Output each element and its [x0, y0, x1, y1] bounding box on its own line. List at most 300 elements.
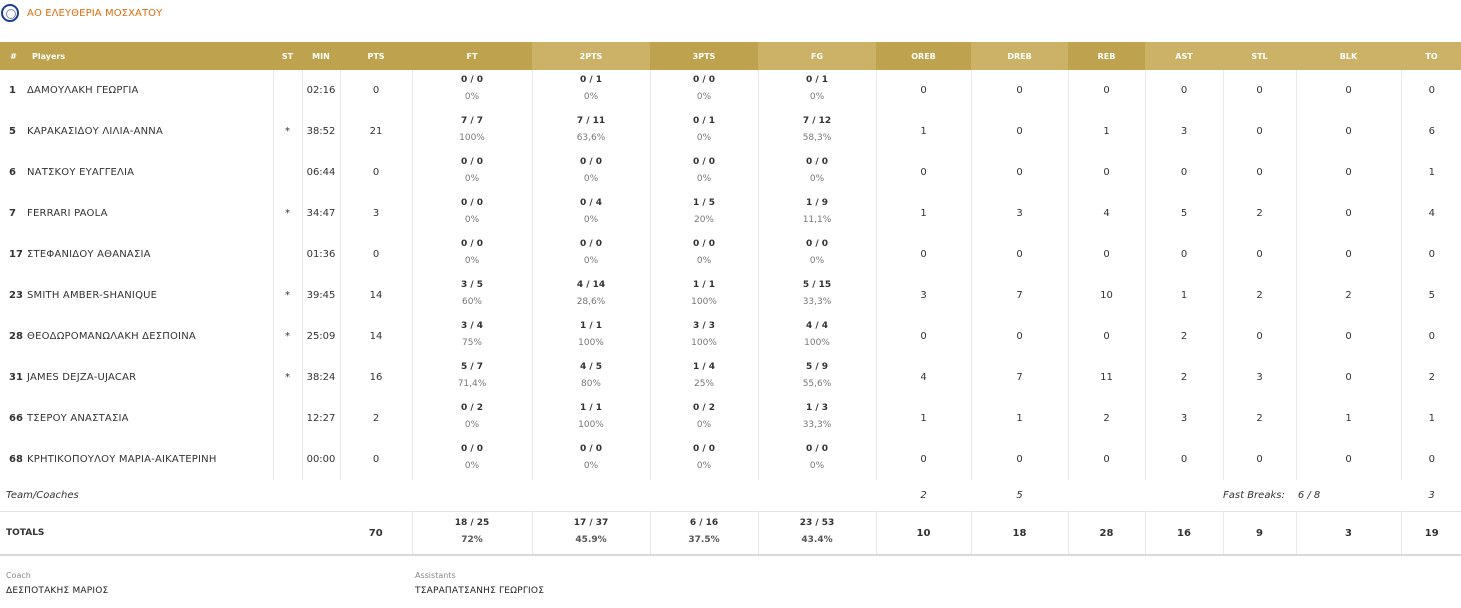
three-pt-cell [650, 193, 758, 234]
to-value: 6 [1428, 126, 1435, 137]
oreb-value: 0 [876, 316, 971, 357]
fg-percentage: 33,3% [802, 420, 832, 430]
totals-dreb: 18 [971, 512, 1068, 556]
assistants-name: ΤΣΑΡΑΠΑΤΣΑΝΗΣ ΓΕΩΡΓΙΟΣ [415, 586, 545, 596]
player-row[interactable] [0, 439, 1461, 480]
ft-cell [412, 234, 532, 275]
fg-cell [758, 357, 876, 398]
to-value: 0 [1428, 331, 1435, 342]
ft-percentage: 0% [464, 92, 480, 102]
starter-marker: * [273, 275, 302, 316]
stl-value: 2 [1223, 275, 1296, 316]
two-pt-made-attempted: 0 / 1 [579, 75, 603, 85]
dreb-value: 0 [971, 152, 1068, 193]
totals-stl: 9 [1223, 512, 1296, 556]
reb-value: 11 [1068, 357, 1145, 398]
col-header-3[interactable]: MIN [302, 42, 340, 70]
fg-cell [758, 275, 876, 316]
team-blank [1068, 480, 1223, 512]
totals-ast: 16 [1145, 512, 1223, 556]
totals-label: TOTALS [0, 512, 340, 556]
three-pt-cell [650, 111, 758, 152]
player-number: 68 [9, 454, 23, 465]
ft-percentage: 100% [459, 133, 485, 143]
ft-made-attempted: 0 / 0 [460, 198, 484, 208]
ft-percentage: 60% [461, 297, 482, 307]
two-pt-cell [532, 70, 650, 111]
ft-percentage: 0% [464, 420, 480, 430]
ft-made-attempted: 0 / 0 [460, 75, 484, 85]
player-number: 28 [9, 331, 23, 342]
player-row[interactable] [0, 398, 1461, 439]
two-pt-cell [532, 111, 650, 152]
ast-value: 2 [1145, 316, 1223, 357]
ft-made-attempted: 3 / 5 [460, 280, 484, 290]
fg-cell [758, 193, 876, 234]
two-pt-percentage: 0% [583, 92, 599, 102]
oreb-value: 3 [876, 275, 971, 316]
to-value: 0 [1428, 249, 1435, 260]
player-row[interactable] [0, 316, 1461, 357]
three-pt-made-attempted: 1 / 1 [692, 280, 716, 290]
blk-value: 2 [1296, 275, 1401, 316]
dreb-value: 0 [971, 70, 1068, 111]
points: 0 [340, 152, 412, 193]
ft-made-attempted: 0 / 2 [460, 403, 484, 413]
oreb-value: 1 [876, 193, 971, 234]
player-name[interactable]: JAMES DEJZA-UJACAR [27, 357, 273, 398]
dreb-value: 0 [971, 234, 1068, 275]
totals-fg-percentage: 43.4% [801, 534, 833, 545]
two-pt-made-attempted: 1 / 1 [579, 403, 603, 413]
ast-value: 1 [1145, 275, 1223, 316]
three-pt-made-attempted: 1 / 4 [692, 362, 716, 372]
two-pt-percentage: 28,6% [576, 297, 606, 307]
minutes: 38:52 [302, 111, 340, 152]
fg-made-attempted: 5 / 9 [805, 362, 829, 372]
totals-ft-cell [412, 512, 532, 556]
team-header [0, 0, 1461, 30]
ast-value: 0 [1145, 70, 1223, 111]
team-dreb: 5 [1016, 490, 1023, 501]
fg-made-attempted: 7 / 12 [802, 116, 832, 126]
totals-points: 70 [340, 512, 412, 556]
starter-marker: * [273, 357, 302, 398]
starter-marker [273, 439, 302, 480]
reb-value: 0 [1068, 70, 1145, 111]
points: 3 [340, 193, 412, 234]
ft-percentage: 0% [464, 174, 480, 184]
fg-made-attempted: 0 / 0 [805, 444, 829, 454]
two-pt-percentage: 0% [583, 256, 599, 266]
reb-value: 2 [1068, 398, 1145, 439]
stl-value: 0 [1223, 152, 1296, 193]
minutes: 25:09 [302, 316, 340, 357]
points: 14 [340, 275, 412, 316]
dreb-value: 0 [971, 439, 1068, 480]
col-header-8[interactable]: FG [758, 42, 876, 70]
stl-value: 2 [1223, 398, 1296, 439]
ft-cell [412, 357, 532, 398]
minutes: 34:47 [302, 193, 340, 234]
three-pt-percentage: 0% [696, 256, 712, 266]
team-coaches-label: Team/Coaches [6, 490, 79, 501]
col-header-11[interactable]: REB [1068, 42, 1145, 70]
fg-percentage: 0% [809, 256, 825, 266]
dreb-value: 3 [971, 193, 1068, 234]
reb-value: 4 [1068, 193, 1145, 234]
stl-value: 2 [1223, 193, 1296, 234]
team-to: 3 [1428, 490, 1435, 501]
points: 21 [340, 111, 412, 152]
team-oreb: 2 [920, 490, 927, 501]
ast-value: 0 [1145, 439, 1223, 480]
points: 0 [340, 234, 412, 275]
reb-value: 10 [1068, 275, 1145, 316]
totals-ft-percentage: 72% [461, 534, 483, 545]
dreb-value: 0 [971, 316, 1068, 357]
col-header-15[interactable]: TO [1401, 42, 1461, 70]
two-pt-percentage: 100% [578, 338, 604, 348]
player-number: 66 [9, 413, 23, 424]
fg-cell [758, 316, 876, 357]
two-pt-percentage: 100% [578, 420, 604, 430]
blk-value: 0 [1296, 234, 1401, 275]
ft-percentage: 0% [464, 461, 480, 471]
fg-percentage: 33,3% [802, 297, 832, 307]
ft-made-attempted: 0 / 0 [460, 444, 484, 454]
fg-percentage: 100% [804, 338, 830, 348]
player-name[interactable]: ΤΣΕΡΟΥ ΑΝΑΣΤΑΣΙΑ [27, 398, 273, 439]
stl-value: 0 [1223, 111, 1296, 152]
col-header-0[interactable]: # [0, 42, 27, 70]
oreb-value: 4 [876, 357, 971, 398]
three-pt-made-attempted: 3 / 3 [692, 321, 716, 331]
oreb-value: 1 [876, 398, 971, 439]
two-pt-percentage: 0% [583, 215, 599, 225]
fg-cell [758, 439, 876, 480]
totals-blk: 3 [1296, 512, 1401, 556]
ast-value: 2 [1145, 357, 1223, 398]
player-name[interactable]: ΣΤΕΦΑΝΙΔΟΥ ΑΘΑΝΑΣΙΑ [27, 234, 273, 275]
coach-label: Coach [6, 571, 31, 580]
fg-made-attempted: 5 / 15 [802, 280, 832, 290]
col-header-4[interactable]: PTS [340, 42, 412, 70]
starter-marker [273, 152, 302, 193]
three-pt-percentage: 0% [696, 174, 712, 184]
col-header-12[interactable]: AST [1145, 42, 1223, 70]
dreb-value: 0 [971, 111, 1068, 152]
dreb-value: 7 [971, 275, 1068, 316]
ft-made-attempted: 0 / 0 [460, 239, 484, 249]
blk-value: 0 [1296, 316, 1401, 357]
ft-percentage: 0% [464, 256, 480, 266]
three-pt-percentage: 20% [693, 215, 714, 225]
ft-made-attempted: 0 / 0 [460, 157, 484, 167]
ast-value: 0 [1145, 152, 1223, 193]
oreb-value: 0 [876, 439, 971, 480]
fg-percentage: 11,1% [802, 215, 832, 225]
starter-marker: * [273, 111, 302, 152]
totals-ft-made-attempted: 18 / 25 [454, 517, 490, 528]
two-pt-cell [532, 439, 650, 480]
ft-made-attempted: 5 / 7 [460, 362, 484, 372]
stl-value: 0 [1223, 234, 1296, 275]
fg-cell [758, 70, 876, 111]
starter-marker [273, 70, 302, 111]
fg-made-attempted: 0 / 1 [805, 75, 829, 85]
two-pt-made-attempted: 0 / 0 [579, 239, 603, 249]
ft-cell [412, 439, 532, 480]
player-name[interactable]: ΝΑΤΣΚΟΥ ΕΥΑΓΓΕΛΙΑ [27, 152, 273, 193]
three-pt-made-attempted: 0 / 0 [692, 75, 716, 85]
three-pt-made-attempted: 0 / 0 [692, 157, 716, 167]
fg-made-attempted: 1 / 9 [805, 198, 829, 208]
to-value: 5 [1428, 290, 1435, 301]
ft-cell [412, 70, 532, 111]
three-pt-made-attempted: 1 / 5 [692, 198, 716, 208]
stl-value: 0 [1223, 439, 1296, 480]
two-pt-made-attempted: 0 / 0 [579, 157, 603, 167]
col-header-7[interactable]: 3PTS [650, 42, 758, 70]
ast-value: 3 [1145, 398, 1223, 439]
blk-value: 0 [1296, 439, 1401, 480]
two-pt-cell [532, 398, 650, 439]
three-pt-percentage: 25% [693, 379, 714, 389]
totals-to: 19 [1401, 512, 1461, 556]
to-value: 0 [1428, 85, 1435, 96]
header-row [0, 42, 1461, 70]
two-pt-cell [532, 152, 650, 193]
points: 0 [340, 439, 412, 480]
minutes: 01:36 [302, 234, 340, 275]
blk-value: 0 [1296, 111, 1401, 152]
team-name[interactable]: ΑΟ ΕΛΕΥΘΕΡΙΑ ΜΟΣΧΑΤΟΥ [27, 8, 163, 19]
player-row[interactable] [0, 70, 1461, 111]
starter-marker: * [273, 316, 302, 357]
reb-value: 0 [1068, 152, 1145, 193]
to-value: 0 [1428, 454, 1435, 465]
fg-cell [758, 111, 876, 152]
blk-value: 0 [1296, 70, 1401, 111]
ft-cell [412, 193, 532, 234]
starter-marker [273, 398, 302, 439]
coach-block [6, 570, 108, 596]
player-number: 31 [9, 372, 23, 383]
points: 0 [340, 70, 412, 111]
three-pt-percentage: 0% [696, 92, 712, 102]
col-header-10[interactable]: DREB [971, 42, 1068, 70]
player-name[interactable]: ΚΡΗΤΙΚΟΠΟΥΛΟΥ ΜΑΡΙΑ-ΑΙΚΑΤΕΡΙΝΗ [27, 439, 273, 480]
col-header-6[interactable]: 2PTS [532, 42, 650, 70]
stl-value: 0 [1223, 316, 1296, 357]
fg-percentage: 0% [809, 174, 825, 184]
two-pt-made-attempted: 0 / 4 [579, 198, 603, 208]
player-number: 6 [9, 167, 16, 178]
three-pt-cell [650, 398, 758, 439]
player-number: 17 [9, 249, 23, 260]
two-pt-made-attempted: 0 / 0 [579, 444, 603, 454]
oreb-value: 0 [876, 234, 971, 275]
fg-percentage: 0% [809, 461, 825, 471]
col-header-13[interactable]: STL [1223, 42, 1296, 70]
three-pt-percentage: 0% [696, 461, 712, 471]
to-value: 1 [1428, 413, 1435, 424]
player-number: 7 [9, 208, 16, 219]
col-header-1[interactable]: Players [27, 42, 273, 70]
dreb-value: 7 [971, 357, 1068, 398]
starter-marker: * [273, 193, 302, 234]
oreb-value: 1 [876, 111, 971, 152]
player-name[interactable]: ΔΑΜΟΥΛΑΚΗ ΓΕΩΡΓΙΑ [27, 70, 273, 111]
box-score-table [0, 42, 1461, 556]
ft-cell [412, 152, 532, 193]
minutes: 00:00 [302, 439, 340, 480]
ft-percentage: 71,4% [457, 379, 487, 389]
fg-cell [758, 398, 876, 439]
stl-value: 0 [1223, 70, 1296, 111]
ast-value: 0 [1145, 234, 1223, 275]
three-pt-percentage: 100% [691, 338, 717, 348]
two-pt-made-attempted: 4 / 5 [579, 362, 603, 372]
two-pt-percentage: 63,6% [576, 133, 606, 143]
three-pt-cell [650, 70, 758, 111]
points: 14 [340, 316, 412, 357]
minutes: 12:27 [302, 398, 340, 439]
fast-breaks-value: 6 / 8 [1297, 490, 1321, 501]
to-value: 4 [1428, 208, 1435, 219]
player-name[interactable]: ΘΕΟΔΩΡΟΜΑΝΩΛΑΚΗ ΔΕΣΠΟΙΝΑ [27, 316, 273, 357]
totals-three-pt-percentage: 37.5% [688, 534, 720, 545]
three-pt-cell [650, 439, 758, 480]
blk-value: 0 [1296, 152, 1401, 193]
ft-made-attempted: 7 / 7 [460, 116, 484, 126]
ft-percentage: 75% [461, 338, 482, 348]
ft-cell [412, 275, 532, 316]
two-pt-percentage: 80% [580, 379, 601, 389]
player-name[interactable]: ΚΑΡΑΚΑΣΙΔΟΥ ΛΙΛΙΑ-ΑΝΝΑ [27, 111, 273, 152]
reb-value: 0 [1068, 316, 1145, 357]
points: 16 [340, 357, 412, 398]
player-row[interactable] [0, 275, 1461, 316]
two-pt-made-attempted: 1 / 1 [579, 321, 603, 331]
assistants-block [415, 570, 544, 596]
three-pt-made-attempted: 0 / 0 [692, 444, 716, 454]
reb-value: 1 [1068, 111, 1145, 152]
minutes: 38:24 [302, 357, 340, 398]
minutes: 06:44 [302, 152, 340, 193]
ft-made-attempted: 3 / 4 [460, 321, 484, 331]
two-pt-percentage: 0% [583, 174, 599, 184]
fast-breaks-label: Fast Breaks: [1223, 490, 1285, 501]
three-pt-made-attempted: 0 / 1 [692, 116, 716, 126]
ast-value: 3 [1145, 111, 1223, 152]
fg-made-attempted: 0 / 0 [805, 157, 829, 167]
three-pt-made-attempted: 0 / 2 [692, 403, 716, 413]
blk-value: 0 [1296, 357, 1401, 398]
fg-percentage: 58,3% [802, 133, 832, 143]
player-number: 1 [9, 85, 16, 96]
reb-value: 0 [1068, 234, 1145, 275]
fg-cell [758, 152, 876, 193]
team-logo-icon [1, 4, 19, 22]
player-row[interactable] [0, 193, 1461, 234]
col-header-14[interactable]: BLK [1296, 42, 1401, 70]
oreb-value: 0 [876, 70, 971, 111]
fast-breaks [1223, 480, 1401, 512]
three-pt-cell [650, 275, 758, 316]
ft-percentage: 0% [464, 215, 480, 225]
two-pt-cell [532, 316, 650, 357]
two-pt-cell [532, 234, 650, 275]
reb-value: 0 [1068, 439, 1145, 480]
player-row[interactable] [0, 111, 1461, 152]
player-name[interactable]: SMITH AMBER-SHANIQUE [27, 275, 273, 316]
player-row[interactable] [0, 152, 1461, 193]
totals-reb: 28 [1068, 512, 1145, 556]
col-header-5[interactable]: FT [412, 42, 532, 70]
ft-cell [412, 398, 532, 439]
starter-marker [273, 234, 302, 275]
stl-value: 3 [1223, 357, 1296, 398]
team-coaches-row [0, 480, 1461, 512]
three-pt-percentage: 0% [696, 133, 712, 143]
fg-percentage: 0% [809, 92, 825, 102]
fg-percentage: 55,6% [802, 379, 832, 389]
totals-fg-made-attempted: 23 / 53 [799, 517, 835, 528]
player-row[interactable] [0, 234, 1461, 275]
totals-row [0, 512, 1461, 556]
col-header-9[interactable]: OREB [876, 42, 971, 70]
three-pt-made-attempted: 0 / 0 [692, 239, 716, 249]
totals-two-pt-percentage: 45.9% [575, 534, 607, 545]
two-pt-percentage: 0% [583, 461, 599, 471]
two-pt-made-attempted: 7 / 11 [576, 116, 606, 126]
blk-value: 0 [1296, 193, 1401, 234]
to-value: 1 [1428, 167, 1435, 178]
player-name[interactable]: FERRARI PAOLA [27, 193, 273, 234]
ft-cell [412, 316, 532, 357]
assistants-label: Assistants [415, 571, 456, 580]
dreb-value: 1 [971, 398, 1068, 439]
two-pt-cell [532, 193, 650, 234]
coach-name: ΔΕΣΠΟΤΑΚΗΣ ΜΑΡΙΟΣ [6, 586, 109, 596]
totals-oreb: 10 [876, 512, 971, 556]
points: 2 [340, 398, 412, 439]
col-header-2[interactable]: ST [273, 42, 302, 70]
totals-fg-cell [758, 512, 876, 556]
oreb-value: 0 [876, 152, 971, 193]
three-pt-percentage: 100% [691, 297, 717, 307]
totals-three-pt-cell [650, 512, 758, 556]
three-pt-cell [650, 152, 758, 193]
two-pt-cell [532, 357, 650, 398]
minutes: 39:45 [302, 275, 340, 316]
three-pt-cell [650, 234, 758, 275]
fg-made-attempted: 0 / 0 [805, 239, 829, 249]
fg-cell [758, 234, 876, 275]
totals-two-pt-made-attempted: 17 / 37 [573, 517, 609, 528]
ft-cell [412, 111, 532, 152]
three-pt-percentage: 0% [696, 420, 712, 430]
totals-two-pt-cell [532, 512, 650, 556]
fg-made-attempted: 4 / 4 [805, 321, 829, 331]
blk-value: 1 [1296, 398, 1401, 439]
ast-value: 5 [1145, 193, 1223, 234]
player-row[interactable] [0, 357, 1461, 398]
minutes: 02:16 [302, 70, 340, 111]
two-pt-cell [532, 275, 650, 316]
